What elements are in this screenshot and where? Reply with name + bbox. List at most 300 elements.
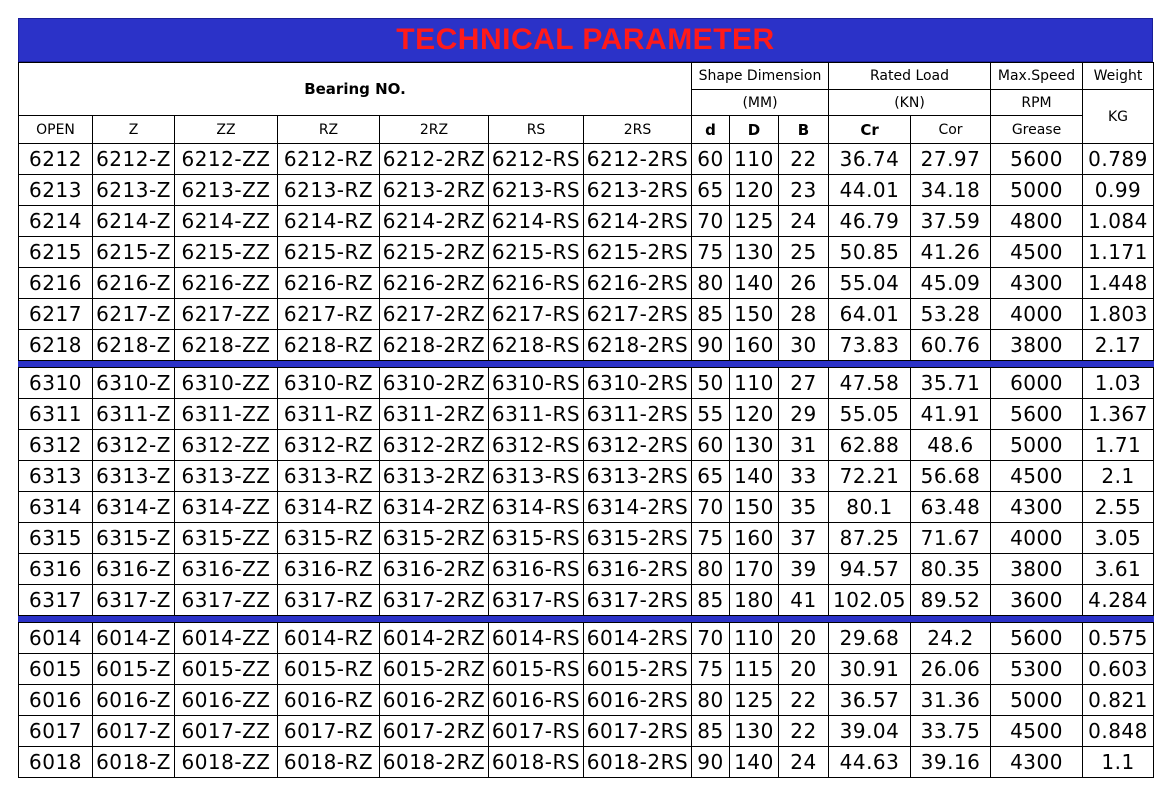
table-cell: 6312	[19, 430, 93, 461]
table-cell: 0.99	[1083, 175, 1154, 206]
table-cell: 6313-Z	[93, 461, 175, 492]
table-cell: 130	[730, 716, 779, 747]
table-cell: 45.09	[911, 268, 991, 299]
table-cell: 6316-Z	[93, 554, 175, 585]
table-cell: 6314-Z	[93, 492, 175, 523]
table-cell: 0.848	[1083, 716, 1154, 747]
table-cell: 48.6	[911, 430, 991, 461]
table-cell: 26	[779, 268, 829, 299]
table-cell: 180	[730, 585, 779, 616]
table-cell: 6018-Z	[93, 747, 175, 778]
table-cell: 31	[779, 430, 829, 461]
table-cell: 41.91	[911, 399, 991, 430]
table-row	[19, 175, 1154, 206]
table-cell: 1.71	[1083, 430, 1154, 461]
table-cell: 50	[692, 368, 730, 399]
table-cell: 22	[779, 144, 829, 175]
table-cell: 6212-2RS	[584, 144, 692, 175]
table-row	[19, 268, 1154, 299]
table-row	[19, 716, 1154, 747]
table-cell: 6314-ZZ	[175, 492, 278, 523]
table-cell: 39.04	[829, 716, 911, 747]
table-cell: 6313-2RS	[584, 461, 692, 492]
table-cell: 4.284	[1083, 585, 1154, 616]
table-cell: 46.79	[829, 206, 911, 237]
table-cell: 130	[730, 237, 779, 268]
header-rpm: RPM	[991, 90, 1083, 116]
table-row	[19, 492, 1154, 523]
table-cell: 4500	[991, 716, 1083, 747]
table-cell: 6311	[19, 399, 93, 430]
table-cell: 6214-2RS	[584, 206, 692, 237]
table-row	[19, 237, 1154, 268]
table-cell: 26.06	[911, 654, 991, 685]
table-cell: 1.084	[1083, 206, 1154, 237]
table-cell: 6218-RS	[489, 330, 584, 361]
table-cell: 6218-RZ	[278, 330, 380, 361]
table-cell: 3.61	[1083, 554, 1154, 585]
table-cell: 55.05	[829, 399, 911, 430]
table-cell: 6313-RZ	[278, 461, 380, 492]
table-cell: 6014-2RS	[584, 623, 692, 654]
table-cell: 6216-2RZ	[380, 268, 489, 299]
table-cell: 70	[692, 623, 730, 654]
table-cell: 6315-2RS	[584, 523, 692, 554]
table-cell: 75	[692, 237, 730, 268]
table-cell: 4300	[991, 747, 1083, 778]
header-rated-load: Rated Load	[829, 63, 991, 90]
group-separator-bar	[19, 616, 1154, 623]
table-cell: 55.04	[829, 268, 911, 299]
table-cell: 56.68	[911, 461, 991, 492]
table-cell: 90	[692, 747, 730, 778]
group-separator-bar	[19, 361, 1154, 368]
table-cell: 20	[779, 623, 829, 654]
table-cell: 6016-RS	[489, 685, 584, 716]
table-cell: 5000	[991, 685, 1083, 716]
table-cell: 65	[692, 461, 730, 492]
table-cell: 87.25	[829, 523, 911, 554]
table-cell: 6015-RS	[489, 654, 584, 685]
table-cell: 6317-2RS	[584, 585, 692, 616]
table-cell: 6017-2RS	[584, 716, 692, 747]
table-cell: 6014-RS	[489, 623, 584, 654]
table-cell: 6014-2RZ	[380, 623, 489, 654]
table-row	[19, 144, 1154, 175]
table-cell: 102.05	[829, 585, 911, 616]
table-cell: 6016-2RS	[584, 685, 692, 716]
table-cell: 2.17	[1083, 330, 1154, 361]
table-cell: 110	[730, 144, 779, 175]
table-cell: 27.97	[911, 144, 991, 175]
table-cell: 6315-Z	[93, 523, 175, 554]
table-cell: 6311-2RZ	[380, 399, 489, 430]
table-cell: 6212-ZZ	[175, 144, 278, 175]
table-cell: 6218-Z	[93, 330, 175, 361]
table-header	[19, 63, 1154, 144]
page-title: TECHNICAL PARAMETER	[396, 23, 775, 56]
table-cell: 6212-RS	[489, 144, 584, 175]
table-cell: 6217-2RZ	[380, 299, 489, 330]
table-cell: 6314-2RS	[584, 492, 692, 523]
table-cell: 71.67	[911, 523, 991, 554]
header-col-d-inner: d	[692, 116, 730, 144]
table-cell: 6215	[19, 237, 93, 268]
table-cell: 6212-Z	[93, 144, 175, 175]
table-cell: 6314-RS	[489, 492, 584, 523]
table-cell: 65	[692, 175, 730, 206]
table-cell: 6310-RZ	[278, 368, 380, 399]
table-cell: 6018-RZ	[278, 747, 380, 778]
table-cell: 22	[779, 716, 829, 747]
table-cell: 6016-2RZ	[380, 685, 489, 716]
table-cell: 6217	[19, 299, 93, 330]
table-cell: 5600	[991, 144, 1083, 175]
table-cell: 4000	[991, 299, 1083, 330]
table-cell: 1.803	[1083, 299, 1154, 330]
header-col-rz: RZ	[278, 116, 380, 144]
table-cell: 6312-2RS	[584, 430, 692, 461]
table-cell: 6000	[991, 368, 1083, 399]
table-cell: 6016-Z	[93, 685, 175, 716]
table-cell: 6217-2RS	[584, 299, 692, 330]
table-cell: 6017	[19, 716, 93, 747]
table-cell: 85	[692, 299, 730, 330]
table-row	[19, 523, 1154, 554]
table-cell: 160	[730, 330, 779, 361]
table-cell: 3.05	[1083, 523, 1154, 554]
table-cell: 80.1	[829, 492, 911, 523]
header-col-2rs: 2RS	[584, 116, 692, 144]
table-cell: 70	[692, 206, 730, 237]
table-cell: 6317-Z	[93, 585, 175, 616]
table-cell: 0.603	[1083, 654, 1154, 685]
group-separator	[19, 616, 1154, 623]
table-cell: 6212-2RZ	[380, 144, 489, 175]
table-cell: 110	[730, 623, 779, 654]
table-cell: 90	[692, 330, 730, 361]
table-row	[19, 330, 1154, 361]
table-cell: 6014-ZZ	[175, 623, 278, 654]
header-col-grease: Grease	[991, 116, 1083, 144]
table-cell: 6317	[19, 585, 93, 616]
header-col-rs: RS	[489, 116, 584, 144]
table-cell: 6315-ZZ	[175, 523, 278, 554]
table-cell: 6312-Z	[93, 430, 175, 461]
table-cell: 44.63	[829, 747, 911, 778]
table-cell: 60	[692, 144, 730, 175]
header-rated-unit: (KN)	[829, 90, 991, 116]
table-cell: 39	[779, 554, 829, 585]
table-cell: 6310-RS	[489, 368, 584, 399]
table-cell: 6316-RZ	[278, 554, 380, 585]
header-col-cor: Cor	[911, 116, 991, 144]
table-row	[19, 368, 1154, 399]
header-max-speed: Max.Speed	[991, 63, 1083, 90]
table-cell: 50.85	[829, 237, 911, 268]
header-col-b: B	[779, 116, 829, 144]
table-cell: 6015-RZ	[278, 654, 380, 685]
table-cell: 85	[692, 716, 730, 747]
table-cell: 6018-2RS	[584, 747, 692, 778]
table-cell: 6016-ZZ	[175, 685, 278, 716]
table-row	[19, 461, 1154, 492]
header-col-d-outer: D	[730, 116, 779, 144]
table-cell: 33.75	[911, 716, 991, 747]
table-cell: 6214	[19, 206, 93, 237]
table-cell: 53.28	[911, 299, 991, 330]
header-bearing-no: Bearing NO.	[19, 63, 692, 116]
table-cell: 170	[730, 554, 779, 585]
table-cell: 29.68	[829, 623, 911, 654]
table-row	[19, 654, 1154, 685]
table-cell: 63.48	[911, 492, 991, 523]
table-cell: 25	[779, 237, 829, 268]
table-cell: 120	[730, 175, 779, 206]
table-row	[19, 585, 1154, 616]
table-cell: 0.575	[1083, 623, 1154, 654]
table-cell: 4300	[991, 268, 1083, 299]
header-shape-dimension: Shape Dimension	[692, 63, 829, 90]
table-cell: 6213-RS	[489, 175, 584, 206]
table-cell: 6018-ZZ	[175, 747, 278, 778]
technical-parameter-sheet	[18, 18, 1153, 778]
table-cell: 0.821	[1083, 685, 1154, 716]
table-cell: 24.2	[911, 623, 991, 654]
table-cell: 6017-2RZ	[380, 716, 489, 747]
table-cell: 115	[730, 654, 779, 685]
table-cell: 6015	[19, 654, 93, 685]
table-cell: 6312-RZ	[278, 430, 380, 461]
table-cell: 37.59	[911, 206, 991, 237]
table-row	[19, 623, 1154, 654]
table-cell: 6215-Z	[93, 237, 175, 268]
table-cell: 6215-RZ	[278, 237, 380, 268]
table-cell: 6311-RZ	[278, 399, 380, 430]
table-cell: 160	[730, 523, 779, 554]
table-cell: 6015-2RS	[584, 654, 692, 685]
table-cell: 6014-Z	[93, 623, 175, 654]
table-cell: 6217-RS	[489, 299, 584, 330]
table-cell: 130	[730, 430, 779, 461]
table-body	[19, 144, 1154, 778]
table-cell: 6316-2RZ	[380, 554, 489, 585]
table-cell: 125	[730, 206, 779, 237]
table-row	[19, 554, 1154, 585]
table-cell: 94.57	[829, 554, 911, 585]
table-cell: 6214-Z	[93, 206, 175, 237]
table-cell: 75	[692, 523, 730, 554]
table-cell: 5600	[991, 623, 1083, 654]
table-cell: 6018-RS	[489, 747, 584, 778]
table-cell: 140	[730, 747, 779, 778]
title-bar	[18, 18, 1153, 62]
header-shape-unit: (MM)	[692, 90, 829, 116]
table-cell: 6016-RZ	[278, 685, 380, 716]
table-cell: 5300	[991, 654, 1083, 685]
table-cell: 30.91	[829, 654, 911, 685]
table-cell: 6311-RS	[489, 399, 584, 430]
table-cell: 24	[779, 747, 829, 778]
table-cell: 64.01	[829, 299, 911, 330]
table-cell: 31.36	[911, 685, 991, 716]
table-cell: 6214-RS	[489, 206, 584, 237]
table-cell: 6215-ZZ	[175, 237, 278, 268]
table-cell: 6212-RZ	[278, 144, 380, 175]
table-cell: 1.367	[1083, 399, 1154, 430]
table-cell: 6217-ZZ	[175, 299, 278, 330]
table-cell: 6014-RZ	[278, 623, 380, 654]
table-cell: 39.16	[911, 747, 991, 778]
table-cell: 6017-RZ	[278, 716, 380, 747]
table-cell: 6312-2RZ	[380, 430, 489, 461]
table-cell: 6217-Z	[93, 299, 175, 330]
table-cell: 62.88	[829, 430, 911, 461]
table-cell: 6317-ZZ	[175, 585, 278, 616]
header-weight: Weight	[1083, 63, 1154, 90]
table-cell: 6218-2RZ	[380, 330, 489, 361]
table-cell: 85	[692, 585, 730, 616]
table-cell: 6310-2RZ	[380, 368, 489, 399]
table-cell: 33	[779, 461, 829, 492]
header-col-z: Z	[93, 116, 175, 144]
header-col-zz: ZZ	[175, 116, 278, 144]
table-cell: 6315-RZ	[278, 523, 380, 554]
table-cell: 2.55	[1083, 492, 1154, 523]
table-row	[19, 685, 1154, 716]
table-cell: 35	[779, 492, 829, 523]
table-cell: 6218-ZZ	[175, 330, 278, 361]
table-cell: 6014	[19, 623, 93, 654]
table-cell: 120	[730, 399, 779, 430]
table-cell: 6315-RS	[489, 523, 584, 554]
table-cell: 6312-ZZ	[175, 430, 278, 461]
table-cell: 89.52	[911, 585, 991, 616]
table-cell: 4000	[991, 523, 1083, 554]
table-cell: 35.71	[911, 368, 991, 399]
table-cell: 6313	[19, 461, 93, 492]
table-cell: 75	[692, 654, 730, 685]
header-col-2rz: 2RZ	[380, 116, 489, 144]
table-cell: 6216-ZZ	[175, 268, 278, 299]
table-cell: 2.1	[1083, 461, 1154, 492]
table-cell: 6215-2RS	[584, 237, 692, 268]
table-cell: 6213-2RZ	[380, 175, 489, 206]
table-cell: 72.21	[829, 461, 911, 492]
table-cell: 80.35	[911, 554, 991, 585]
table-row	[19, 206, 1154, 237]
table-cell: 80	[692, 685, 730, 716]
table-cell: 6315	[19, 523, 93, 554]
table-cell: 60.76	[911, 330, 991, 361]
table-cell: 6017-Z	[93, 716, 175, 747]
table-cell: 6017-ZZ	[175, 716, 278, 747]
table-cell: 6312-RS	[489, 430, 584, 461]
table-cell: 6213-2RS	[584, 175, 692, 206]
table-cell: 6215-2RZ	[380, 237, 489, 268]
table-cell: 44.01	[829, 175, 911, 206]
table-cell: 6213	[19, 175, 93, 206]
table-cell: 6016	[19, 685, 93, 716]
table-cell: 6317-RZ	[278, 585, 380, 616]
table-row	[19, 747, 1154, 778]
table-cell: 4300	[991, 492, 1083, 523]
table-cell: 6015-Z	[93, 654, 175, 685]
table-cell: 37	[779, 523, 829, 554]
table-cell: 41.26	[911, 237, 991, 268]
table-cell: 22	[779, 685, 829, 716]
table-cell: 5000	[991, 175, 1083, 206]
table-cell: 6018-2RZ	[380, 747, 489, 778]
table-cell: 29	[779, 399, 829, 430]
table-cell: 6314-RZ	[278, 492, 380, 523]
table-cell: 140	[730, 268, 779, 299]
table-cell: 6216-Z	[93, 268, 175, 299]
header-col-open: OPEN	[19, 116, 93, 144]
table-cell: 1.03	[1083, 368, 1154, 399]
table-cell: 6216-2RS	[584, 268, 692, 299]
table-cell: 6310-2RS	[584, 368, 692, 399]
table-cell: 60	[692, 430, 730, 461]
table-cell: 125	[730, 685, 779, 716]
table-cell: 4800	[991, 206, 1083, 237]
table-cell: 6216	[19, 268, 93, 299]
group-separator	[19, 361, 1154, 368]
table-cell: 6018	[19, 747, 93, 778]
table-cell: 30	[779, 330, 829, 361]
table-cell: 6316-2RS	[584, 554, 692, 585]
table-cell: 24	[779, 206, 829, 237]
table-cell: 110	[730, 368, 779, 399]
table-cell: 6015-ZZ	[175, 654, 278, 685]
table-cell: 6313-RS	[489, 461, 584, 492]
table-cell: 6316-RS	[489, 554, 584, 585]
table-cell: 6213-Z	[93, 175, 175, 206]
table-cell: 150	[730, 299, 779, 330]
table-cell: 6216-RS	[489, 268, 584, 299]
header-kg: KG	[1083, 90, 1154, 144]
table-cell: 80	[692, 554, 730, 585]
table-row	[19, 299, 1154, 330]
table-cell: 3600	[991, 585, 1083, 616]
table-cell: 6214-2RZ	[380, 206, 489, 237]
table-cell: 55	[692, 399, 730, 430]
table-cell: 27	[779, 368, 829, 399]
table-cell: 80	[692, 268, 730, 299]
table-cell: 1.1	[1083, 747, 1154, 778]
table-cell: 6315-2RZ	[380, 523, 489, 554]
table-cell: 6015-2RZ	[380, 654, 489, 685]
table-cell: 6316-ZZ	[175, 554, 278, 585]
table-cell: 3800	[991, 554, 1083, 585]
table-cell: 6215-RS	[489, 237, 584, 268]
table-cell: 6216-RZ	[278, 268, 380, 299]
table-cell: 70	[692, 492, 730, 523]
table-cell: 6212	[19, 144, 93, 175]
parameter-table	[18, 62, 1154, 778]
table-cell: 6311-ZZ	[175, 399, 278, 430]
table-cell: 41	[779, 585, 829, 616]
table-cell: 6213-RZ	[278, 175, 380, 206]
table-cell: 47.58	[829, 368, 911, 399]
table-cell: 1.171	[1083, 237, 1154, 268]
table-cell: 6218	[19, 330, 93, 361]
table-cell: 6214-RZ	[278, 206, 380, 237]
table-row	[19, 399, 1154, 430]
table-cell: 3800	[991, 330, 1083, 361]
table-cell: 4500	[991, 461, 1083, 492]
table-cell: 20	[779, 654, 829, 685]
